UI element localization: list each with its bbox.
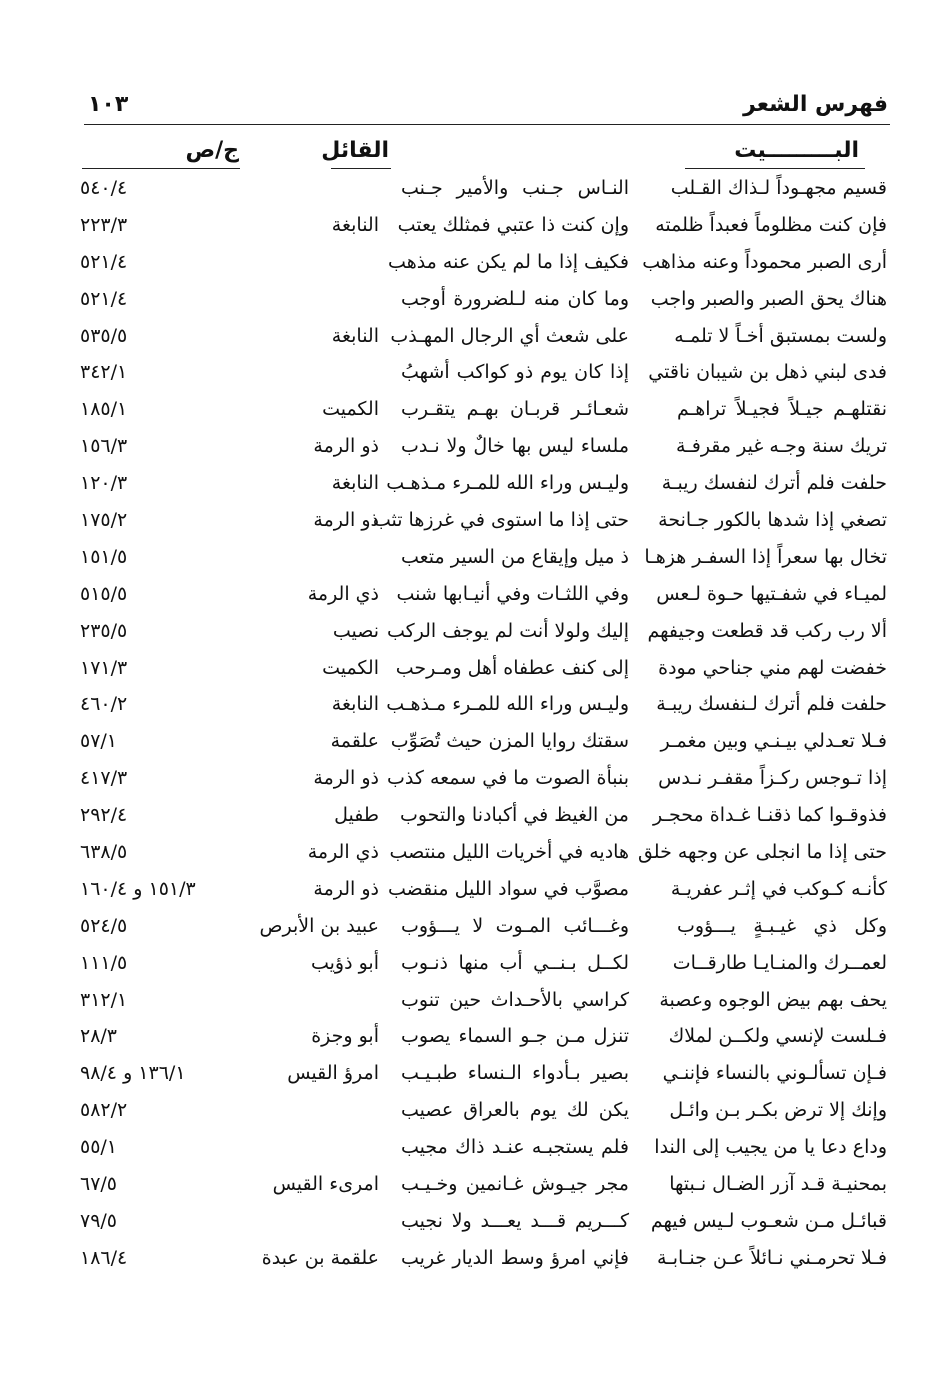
volume-page-ref: ٦٣٨/٥ — [80, 841, 128, 864]
second-hemistich: مصوَّب في سواد الليل منقضب — [387, 877, 629, 900]
column-header-poet: القائل — [321, 138, 389, 163]
second-hemistich: سقتك روايا المزن حيث تُصَوِّب — [390, 730, 629, 753]
first-hemistich: لعمــرك والمنـايـا طارقــات — [672, 951, 887, 974]
volume-page-ref: ٢٢٣/٣ — [80, 213, 128, 236]
poet-name: نصيب — [332, 619, 379, 642]
table-row — [0, 1093, 947, 1130]
table-row — [0, 687, 947, 724]
verse-index-table — [0, 171, 947, 1278]
table-row — [0, 503, 947, 540]
second-hemistich: وما كان منه لـلضرورة أوجب — [401, 287, 629, 310]
poet-name: علقمة بن عبدة — [261, 1246, 379, 1269]
poet-name: النابغة — [331, 693, 379, 716]
poet-name: امرىء القيس — [272, 1173, 379, 1196]
second-hemistich: شعـائـر قربـان بهـم يتقـرب — [401, 398, 629, 421]
table-row — [0, 872, 947, 909]
table-row — [0, 983, 947, 1020]
table-row — [0, 946, 947, 983]
second-hemistich: وإن كنت ذا عتبي فمثلك يعتب — [397, 213, 629, 236]
poet-name: علقمة — [330, 730, 379, 753]
first-hemistich: وداع دعا يا من يجيب إلى الندا — [654, 1136, 887, 1159]
table-row — [0, 392, 947, 429]
table-row — [0, 577, 947, 614]
second-hemistich: إليك ولولا أنت لم يوجف الركب — [386, 619, 629, 642]
first-hemistich: تريك سنة وجـه غير مقرفـة — [675, 435, 887, 458]
second-hemistich: حتى إذا ما استوى في غرزها تثب — [372, 509, 629, 532]
first-hemistich: وكل ذي غيـبـةٍ يـــؤوب — [677, 914, 887, 937]
volume-page-ref: ٢٣٥/٥ — [80, 619, 128, 642]
poet-name: الكميت — [322, 656, 379, 679]
table-row — [0, 761, 947, 798]
first-hemistich: فذوقـوا كما ذقنـا غـداة محجـر — [652, 804, 887, 827]
second-hemistich: ملساء ليس بها خالٌ ولا نـدب — [401, 435, 629, 458]
poet-name: النابغة — [331, 213, 379, 236]
first-hemistich: فـلا تعـدلي بيـنـي وبين مغمـر — [660, 730, 887, 753]
table-row — [0, 429, 947, 466]
table-row — [0, 355, 947, 392]
volume-page-ref: ٦٧/٥ — [80, 1173, 118, 1196]
first-hemistich: تخال بها سعراً إذا السفـر هزهـا — [644, 545, 887, 568]
poet-name: طفيل — [334, 804, 379, 827]
second-hemistich: فلم يستجبـه عنـد ذاك مجيب — [401, 1136, 629, 1159]
volume-page-ref: ١٥١/٣ و ١٦٠/٤ — [80, 877, 196, 900]
column-header-volume-page: ج/ص — [185, 138, 239, 163]
second-hemistich: تنزل مـن جـو السماء يصوب — [401, 1025, 629, 1048]
second-hemistich: ذ ميل وإيقاع من السير متعب — [400, 545, 629, 568]
first-hemistich: فدى لبني ذهل بن شيبان ناقتي — [648, 361, 887, 384]
first-hemistich: وإنك إلا ترض بكـر بـن وائـل — [669, 1099, 887, 1122]
first-hemistich: كأنـه كـوكب في إثـر عفريـة — [670, 877, 887, 900]
volume-page-ref: ١٥٦/٣ — [80, 435, 128, 458]
first-hemistich: حلفت فلم أترك لنفسك ريبـة — [661, 472, 887, 495]
second-hemistich: من الغيظ في أكبادنا والتحوب — [399, 804, 629, 827]
first-hemistich: ولست بمستبق أخـاً لا تلمـه — [674, 324, 887, 347]
second-hemistich: يكن لك يوم بالعراق عصيب — [401, 1099, 629, 1122]
table-row — [0, 245, 947, 282]
second-hemistich: إلى كنف عطفاه أهل ومـرحب — [395, 656, 629, 679]
second-hemistich: كراسي بالأحـداث حين تنوب — [401, 988, 629, 1011]
second-hemistich: وليـس وراء الله للمـرء مـذهـب — [386, 693, 629, 716]
first-hemistich: نقتلهـم جيـلاً فجيـلاً تراهـم — [677, 398, 887, 421]
poet-name: أبو وجزة — [311, 1025, 379, 1048]
volume-page-ref: ١٢٠/٣ — [80, 472, 128, 495]
table-row — [0, 724, 947, 761]
volume-page-ref: ٥٧/١ — [80, 730, 118, 753]
table-row — [0, 798, 947, 835]
volume-page-ref: ١٧١/٣ — [80, 656, 128, 679]
first-hemistich: إذا تـوجس ركـزاً مقفـر نـدس — [658, 767, 887, 790]
table-row — [0, 1241, 947, 1278]
first-hemistich: خفضت لهم مني جناحي مودة — [658, 656, 887, 679]
first-hemistich: أرى الصبر محموداً وعنه مذاهب — [642, 250, 887, 273]
poet-name: ذي الرمة — [307, 841, 379, 864]
second-hemistich: كـــريم قـــد يعـــد ولا نجيب — [401, 1209, 629, 1232]
second-hemistich: فإني امرؤ وسط الديار غريب — [401, 1246, 629, 1269]
first-hemistich: لميـاء في شفـتيها حـوة لـعس — [656, 582, 887, 605]
second-hemistich: على شعث أي الرجال المهـذب — [390, 324, 629, 347]
second-hemistich: هاديه في أخريات الليل منتصب — [389, 841, 629, 864]
volume-page-ref: ١٧٥/٢ — [80, 509, 128, 532]
second-hemistich: إذا كان يوم ذو كواكب أشهبُ — [401, 361, 629, 384]
volume-page-ref: ٣٤٢/١ — [80, 361, 128, 384]
column-header-verse: البـــــــــيت — [734, 138, 859, 163]
running-head-title: فهرس الشعر — [743, 92, 888, 117]
poet-name: امرؤ القيس — [287, 1062, 379, 1085]
first-hemistich: هناك يحق الصبر والصبر واجب — [650, 287, 887, 310]
table-row — [0, 466, 947, 503]
first-hemistich: حتى إذا ما انجلى عن وجهه خلق — [637, 841, 887, 864]
volume-page-ref: ٥٣٥/٥ — [80, 324, 128, 347]
table-row — [0, 1167, 947, 1204]
second-hemistich: مجر جيـوش غـانمين وخـيـب — [401, 1173, 629, 1196]
volume-page-ref: ٤٦٠/٢ — [80, 693, 128, 716]
table-row — [0, 1019, 947, 1056]
poet-name: ذو الرمة — [313, 877, 379, 900]
table-row — [0, 208, 947, 245]
volume-page-ref: ٥٢٤/٥ — [80, 914, 128, 937]
table-row — [0, 282, 947, 319]
poet-name: ذي الرمة — [307, 582, 379, 605]
volume-page-ref: ١١١/٥ — [80, 951, 128, 974]
page-number: ١٠٣ — [88, 92, 129, 117]
table-row — [0, 835, 947, 872]
second-hemistich: وفي اللثـات وفي أنيـابها شنب — [396, 582, 629, 605]
poet-name: أبو ذؤيب — [310, 951, 379, 974]
first-hemistich: حلفت فلم أترك لـنفسك ريبـة — [656, 693, 887, 716]
second-hemistich: وليـس وراء الله للمـرء مـذهـب — [386, 472, 629, 495]
poet-name: ذو الرمة — [313, 509, 379, 532]
second-hemistich: وغـــائب المـوت لا يـــؤوب — [401, 914, 629, 937]
table-row — [0, 909, 947, 946]
poet-name: عبيد بن الأبرص — [259, 914, 379, 937]
poet-name: الكميت — [322, 398, 379, 421]
volume-page-ref: ٢٩٢/٤ — [80, 804, 128, 827]
table-row — [0, 651, 947, 688]
column-underline-verse — [685, 168, 865, 169]
second-hemistich: لكــل بـنــي أب منها ذنـوب — [401, 951, 629, 974]
volume-page-ref: ١٨٥/١ — [80, 398, 128, 421]
first-hemistich: قبائـل مـن شعـوب لـيس فيهم — [650, 1209, 887, 1232]
first-hemistich: قسيم مجهـوداً لـذاك القـلب — [670, 177, 887, 199]
volume-page-ref: ٥٨٢/٢ — [80, 1099, 128, 1122]
poet-name: النابغة — [331, 324, 379, 347]
poet-name: ذو الرمة — [313, 767, 379, 790]
second-hemistich: فكيف إذا ما لم يكن عنه مذهب — [388, 250, 629, 273]
second-hemistich: بنبأة الصوت ما في سمعه كذب — [387, 767, 629, 790]
poet-name: ذو الرمة — [313, 435, 379, 458]
first-hemistich: فـلست لإنسي ولكــن لملاك — [668, 1025, 887, 1048]
volume-page-ref: ٤١٧/٣ — [80, 767, 128, 790]
first-hemistich: فإن كنت مظلوماً فعبداً ظلمته — [655, 213, 887, 236]
poet-name: النابغة — [331, 472, 379, 495]
volume-page-ref: ١٣٦/١ و ٩٨/٤ — [80, 1062, 186, 1085]
table-row — [0, 540, 947, 577]
column-underline-volume-page — [82, 168, 240, 169]
volume-page-ref: ٥٥/١ — [80, 1136, 118, 1159]
first-hemistich: فـإن تسألـوني بالنساء فإننـي — [662, 1062, 887, 1085]
volume-page-ref: ١٥١/٥ — [80, 545, 128, 568]
volume-page-ref: ٣١٢/١ — [80, 988, 128, 1011]
table-row — [0, 1204, 947, 1241]
volume-page-ref: ٥٢١/٤ — [80, 250, 128, 273]
header-rule — [84, 124, 890, 125]
running-head — [88, 92, 888, 122]
table-row — [0, 1056, 947, 1093]
volume-page-ref: ٧٩/٥ — [80, 1209, 118, 1232]
first-hemistich: فـلا تحرمـني نـائلاً عـن جنـابـة — [656, 1246, 887, 1269]
first-hemistich: يحف بهم بيض الوجوه وعصبة — [659, 988, 887, 1011]
volume-page-ref: ١٨٦/٤ — [80, 1246, 128, 1269]
table-row — [0, 1130, 947, 1167]
first-hemistich: ألا رب ركب قد قطعت وجيفهم — [647, 619, 887, 642]
second-hemistich: النـاس جـنب والأمير جـنب — [401, 177, 629, 199]
volume-page-ref: ٢٨/٣ — [80, 1025, 118, 1048]
first-hemistich: بمحنيـة قـد آزر الضـال نـبتها — [669, 1173, 887, 1196]
volume-page-ref: ٥٤٠/٤ — [80, 177, 128, 199]
table-row — [0, 319, 947, 356]
volume-page-ref: ٥٢١/٤ — [80, 287, 128, 310]
volume-page-ref: ٥١٥/٥ — [80, 582, 128, 605]
table-row — [0, 171, 947, 208]
second-hemistich: بصير بـأدواء الـنساء طبـيـب — [401, 1062, 629, 1085]
column-underline-poet — [331, 168, 391, 169]
first-hemistich: تصغي إذا شدها بالكور جـانحة — [658, 509, 887, 532]
table-row — [0, 614, 947, 651]
